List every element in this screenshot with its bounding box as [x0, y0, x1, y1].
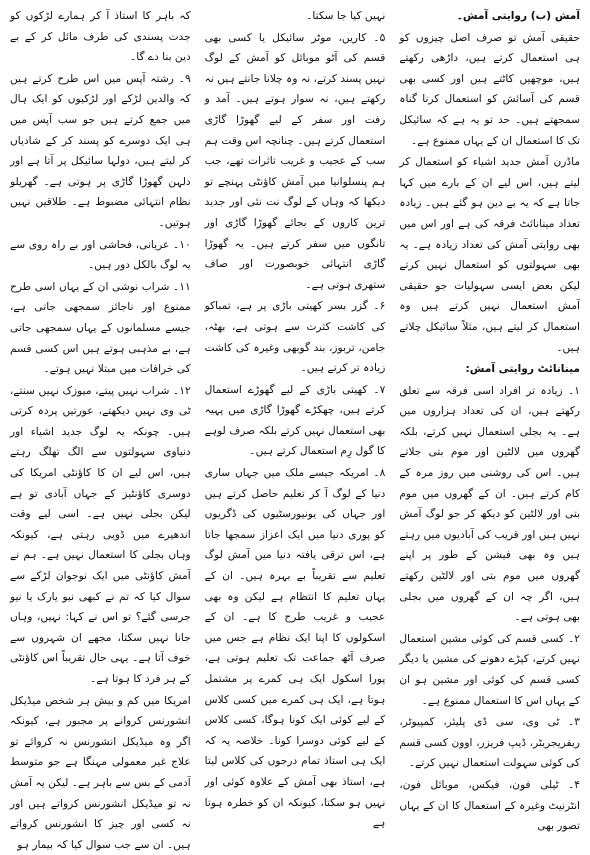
column-right: [399, 6, 580, 833]
paragraph: ۱۰۔ عریانی، فحاشی اور بے راہ روی سے یہ لوگ بالکل دور ہیں۔: [9, 238, 191, 272]
paragraph: ماڈرن آمش جدید اشیاء کو استعمال کر لیتے ہیں، اس لیے ان کے بارے میں کہا جاتا ہے کہ یہ بے دین ہو گئے ہیں۔ زیادہ تعداد مینانائٹ فرقہ کی ہے اور اس میں بھی روایتی آمش کی تعداد زیادہ ہے۔ یہ بھی سہولتوں کو استعمال نہیں کرتے لیکن بعض ایسی سہولیات جو حقیقی آمش استعمال نہیں کرتے ہیں وہ استعمال کر لیتے ہیں، مثلاً سائیکل چلاتے ہیں۔: [399, 156, 580, 354]
paragraph: ۹۔ رشتہ آپس میں اس طرح کرتے ہیں کہ والدین لڑکے اور لڑکیوں کو ایک ہال میں جمع کرتے ہیں جو سب آپس میں ہی ایک دوسرے کو پسند کر کے شادیاں کر لیتے ہیں، دولہا سائیکل پر آتا ہے اور دلہن گھوڑا گاڑی پر ہوتی ہے۔ گھریلو نظام انتہائی مضبوط ہے۔ طلاقیں نہیں ہوتیں۔: [9, 72, 191, 229]
paragraph: ۷۔ کھیتی باڑی کے لیے گھوڑے استعمال کرتے ہیں، چھکڑے گھوڑا گاڑی میں پہیہ بھی استعمال نہیں کرتے بلکہ صرف لوہے کا گول رِم استعمال کرتے ہیں۔: [204, 383, 386, 458]
paragraph: حقیقی آمش تو صرف اصل چیزوں کو ہی استعمال کرتے ہیں، داڑھی رکھتے ہیں، موچھیں کاٹتے ہیں اور کسی بھی قسم کی آسائش کو استعمال کرنا گناہ سمجھتے ہیں۔ حد تو یہ ہے کہ سائیکل تک کا استعمال ان کے یہاں ممنوع ہے۔: [399, 31, 580, 147]
paragraph: ۸۔ امریکہ جیسے ملک میں جہاں ساری دنیا کے لوگ آ کر تعلیم حاصل کرتے ہیں اور جہاں کی یونیورسٹیوں کی ڈگریوں کو پوری دنیا میں ایک اعزاز سمجھا جاتا ہے، اس ترقی یافتہ دنیا میں آمش لوگ تعلیم سے تقریباً بے بہرہ ہیں۔ ان کے یہاں تعلیم کا انتظام ہے لیکن وہ بھی عجیب و غریب طرح کا ہے۔ ان کے اسکولوں کا اپنا ایک نظام ہے جس میں صرف آٹھ جماعت تک تعلیم ہوتی ہے، پورا اسکول ایک ہی کمرے پر مشتمل ہوتا ہے، ایک ہی کمرے میں کسی کلاس کے لیے کوئی ایک کونا ہوگا، کسی کلاس کے لیے کوئی دوسرا کونا۔ خلاصہ یہ کہ ایک ہی استاذ تمام درجوں کی کلاس لیتا ہے، استاذ بھی آمش کے علاوہ کوئی اور نہیں ہو سکتا، کیونکہ ان کو خطرہ ہوتا ہے: [204, 467, 386, 830]
paragraph: ۱۲۔ شراب نہیں پیتے، میوزک نہیں سنتے، ٹی وی نہیں دیکھتے، عورتیں پردہ کرتی ہیں۔ چونکہ یہ لوگ جدید اشیاء اور دنیاوی سہولتوں سے الگ تھلگ رہتے ہیں، اس لیے ان کا کاؤنٹی امریکا کی دوسری کاؤنٹیز کے جہاں آبادی تو ہے لیکن بجلی نہیں ہے۔ اسی لیے وقت اندھیرے میں ڈوبی رہتی ہے، کیونکہ وہاں بجلی کا استعمال نہیں ہے۔ ہم نے آمش کاؤنٹی میں ایک نوجوان لڑکے سے سوال کیا کہ تم نے کبھی نیو یارک یا نیو جرسی گئے؟ تو اس نے کہا: نہیں، وہاں جانا نہیں سکتا، مجھے ان شہروں سے خوف آتا ہے۔ یہی حال تقریباً اس کاؤنٹی کے ہر فرد کا ہوتا ہے۔: [9, 384, 191, 685]
paragraph: ۱۱۔ شراب نوشی ان کے یہاں اسی طرح ممنوع اور ناجائز سمجھی جاتی ہے، جیسے مسلمانوں کے یہاں سمجھی جاتی ہے، بے مذہبی ہوتے ہیں اس کسی قسم کی خرافات میں مبتلا نہیں ہوتے۔: [9, 280, 191, 376]
article-columns: [9, 6, 580, 851]
paragraph: ۶۔ گزر بسر کھیتی باڑی پر ہے، تمباکو کی کاشت کثرت سے ہوتی ہے، بھٹہ، جامن، تربوز، بند گوبھی وغیرہ کی کاشت زیادہ تر کرتے ہیں۔: [204, 300, 386, 375]
paragraph: ۵۔ کاریں، موٹر سائیکل یا کسی بھی قسم کی آٹو موبائل کو آمش کے لوگ نہیں پسند کرتے، نہ وہ چلانا جانتے ہیں نہ رکھتے ہیں، نہ سوار ہوتے ہیں۔ آمد و رفت اور سفر کے لیے گھوڑا گاڑی استعمال کرتے ہیں۔ چنانچہ اس وقت ہم سب کے عجیب و غریب تاثرات تھے، جب ہم پنسلوانیا میں آمش کاؤنٹی پہنچے تو دیکھا کہ وہاں کے لوگ نت نئی اور جدید ترین کاروں کے بجائے گھوڑا گاڑی اور تانگوں میں سفر کرتے ہیں۔ یہ گھوڑا گاڑی انتہائی خوبصورت اور صاف ستھری ہوتی ہے۔: [204, 31, 386, 291]
paragraph: نہیں کیا جا سکتا۔: [306, 10, 386, 22]
column-middle: [204, 6, 386, 830]
paragraph: ۲۔ کسی قسم کی کوئی مشین استعمال نہیں کرتے، کپڑے دھونے کی مشین یا دیگر کسی قسم کی کوئی اور مشین ہو ان کے یہاں اس کا استعمال ممنوع ہے۔: [399, 632, 580, 707]
paragraph: ۳۔ ٹی وی، سی ڈی پلیئر، کمپیوٹر، ریفریجریٹر، ڈیپ فریزر، اوون کسی قسم کی کوئی سہولت استعمال نہیں کرتے۔: [399, 716, 580, 770]
paragraph: کہ باہر کا استاذ آ کر ہمارے لڑکوں کو جدت پسندی کی طرف مائل کر کے بے دین بنا دے گا۔: [9, 10, 191, 64]
paragraph: امریکا میں کم و بیش ہر شخص میڈیکل انشورنس کروانے پر مجبور ہے، کیونکہ اگر وہ میڈیکل انشورنس نہ کروائے تو علاج غیر معمولی مہنگا ہے جو متوسط آدمی کے بس سے باہر ہے۔ لیکن یہ آمش نہ تو میڈیکل انشورنس کرواتے ہیں اور نہ کسی اور چیز کا انشورنس کرواتے ہیں۔ ان سے جب سوال کیا کہ بیمار ہو: [9, 694, 191, 851]
paragraph: ۴۔ ٹیلی فون، فیکس، موبائل فون، انٹرنیٹ وغیرہ کے استعمال کا ان کے یہاں تصور بھی: [399, 778, 580, 833]
subheading: آمش (ب) روایتی آمش۔: [456, 10, 580, 22]
subheading: مینانائٹ روایتی آمش:: [465, 363, 580, 376]
column-left: [9, 6, 191, 851]
paragraph: ۱۔ زیادہ تر افراد اسی فرقہ سے تعلق رکھتے ہیں، ان کی تعداد ہزاروں میں ہے۔ یہ بجلی استعمال نہیں کرتے، بلکہ گھروں میں لالٹین اور موم بتی جلاتے ہیں۔ اس کی روشنی میں روز مرہ کے کام کرتے ہیں۔ ان کے گھروں میں موم بتی اور لالٹین کو دیکھ کر جو لوگ آمش نہیں ہیں اور قریب کی آبادیوں میں رہتے ہیں وہ بھی فیشن کے طور پر اپنے گھروں میں موم بتی اور لالٹین رکھتے ہیں، اگر چہ ان کے گھروں میں بجلی بھی ہوتی ہے۔: [399, 384, 580, 624]
